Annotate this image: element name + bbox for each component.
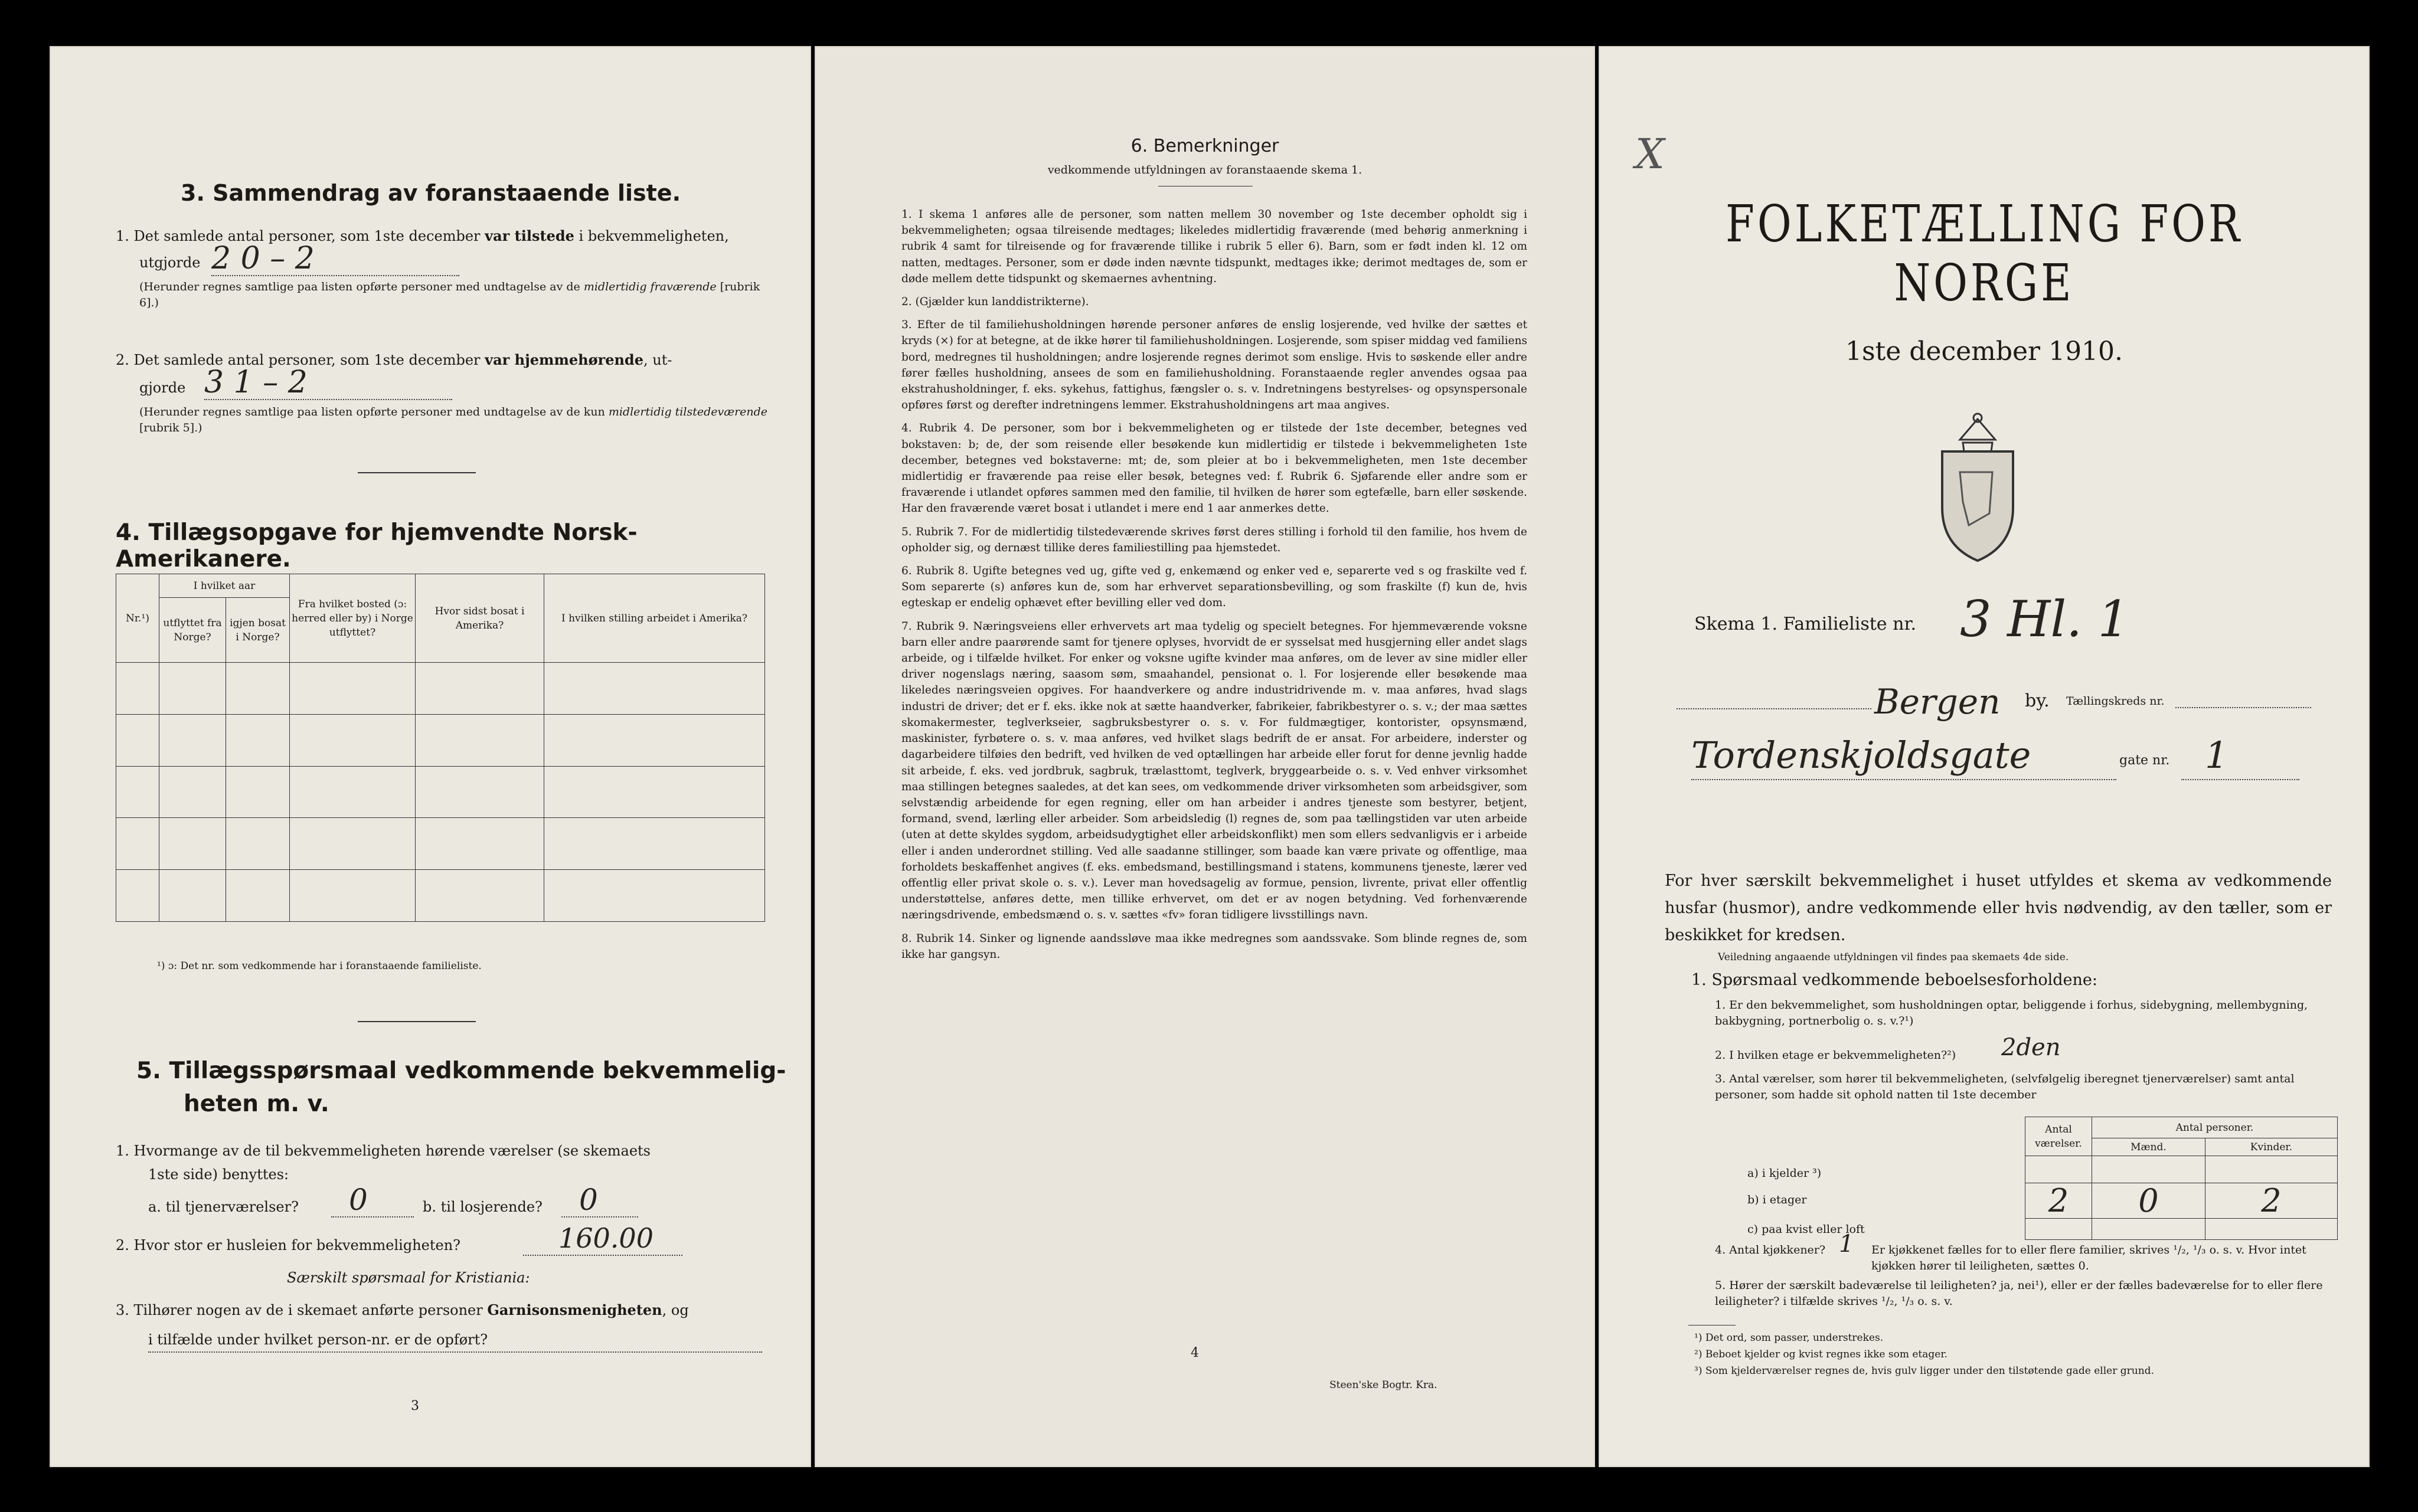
men-etager: 0: [2092, 1183, 2205, 1219]
divider: [358, 1021, 476, 1022]
sec5-q2-answer: 160.00: [523, 1222, 682, 1256]
by-label: by.: [2025, 690, 2050, 711]
remark-1: 1. I skema 1 anføres alle de personer, som natten mellem 30 november og 1ste december opholdt sig i bekvemmeligheten; ogsaa tilreisende medtages; likeledes midlertidig fraværende (med behørig anmerkning i rubrik 4 samt for tilreisende og for fraværende tillike i rubrik 5 eller 6). Barn, som er født inden kl. 12 om natten, medtages. Personer, som er døde inden nævnte tidspunkt, medtages ikke; derimot medtages de, som er døde mellem dette tidspunkt og skemaernes avhentning.: [901, 208, 1527, 285]
sec5-q1: 1. Hvormange av de til bekvemmeligheten hørende værelser (se skemaets: [116, 1143, 651, 1159]
sec4-footnote: ¹) ɔ: Det nr. som vedkommende har i foranstaaende familieliste.: [157, 960, 482, 972]
table-row: [116, 714, 765, 766]
skema-label: Skema 1. Familieliste nr.: [1694, 614, 1916, 634]
question-1: 1. Er den bekvemmelighet, som husholdningen optar, beliggende i forhus, sidebygning, mellembygning, bakbygning, portnerbolig o. s. v.?¹): [1715, 999, 2308, 1027]
familieliste-answer: 3 Hl. 1: [1960, 590, 2130, 648]
sec3-q1: 1. Det samlede antal personer, som 1ste december var tilstede i bekvemmeligheten,: [116, 227, 729, 244]
remark-8: 8. Rubrik 14. Sinker og lignende aandssløve maa ikke medregnes som aandssvake. Som blinde regnes de, som ikke har gangsyn.: [901, 932, 1527, 961]
by-dots: [1677, 708, 1871, 709]
table-row: [116, 663, 765, 715]
census-date: 1ste december 1910.: [1845, 336, 2123, 366]
table-row: [2025, 1183, 2338, 1219]
col-rooms: Antal værelser.: [2025, 1117, 2092, 1156]
sec3-q1-note: (Herunder regnes samtlige paa listen opførte personer med undtagelse av de midlertidig fraværende [rubrik 6].): [139, 280, 760, 309]
col-persons: Antal personer.: [2092, 1117, 2338, 1138]
row-a-label: a) i kjelder ³): [1747, 1167, 1822, 1180]
col-fra-bosted: Fra hvilket bosted (ɔ: herred eller by) i Norge utflyttet?: [290, 574, 416, 663]
sec5-special: Særskilt spørsmaal for Kristiania:: [287, 1269, 530, 1286]
coat-of-arms-icon: [1927, 407, 2028, 567]
table-row: [116, 818, 765, 870]
gate-label: gate nr.: [2119, 753, 2170, 768]
footnote-2: ²) Beboet kjelder og kvist regnes ikke som etager.: [1694, 1349, 1948, 1360]
printer-mark: Steen'ske Bogtr. Kra.: [1329, 1379, 1437, 1391]
divider: [1688, 1325, 1736, 1326]
sec3-q1-answer: 2 0 – 2: [211, 242, 459, 276]
remark-2: 2. (Gjælder kun landdistrikterne).: [901, 296, 1089, 309]
table-row: [2025, 1156, 2338, 1183]
kreds-label: Tællingskreds nr.: [2066, 695, 2165, 708]
sec5-q1-losj-answer: 0: [561, 1183, 638, 1218]
table-row: [116, 870, 765, 922]
sec5-q1-b: 1ste side) benyttes:: [148, 1166, 289, 1183]
rooms-table: [2025, 1117, 2338, 1240]
rooms-etager: 2: [2025, 1183, 2092, 1219]
corner-mark: X: [1635, 130, 1665, 178]
sec5-title-line1: 5. Tillægsspørsmaal vedkommende bekvemmelig-: [136, 1058, 786, 1084]
col-utflyttet: utflyttet fra Norge?: [159, 598, 226, 663]
page-three: [50, 46, 811, 1467]
kreds-dots: [2175, 707, 2311, 708]
sec3-title: 3. Sammendrag av foranstaaende liste.: [181, 180, 681, 206]
sec5-q3: 3. Tilhører nogen av de i skemaet anførte personer Garnisonsmenigheten, og: [116, 1301, 689, 1318]
question-4-rest: Er kjøkkenet fælles for to eller flere familier, skrives ¹/₂, ¹/₃ o. s. v. Hvor intet kjøkken hører til leiligheten, sættes 0.: [1871, 1243, 2306, 1272]
sec5-title-line2: heten m. v.: [184, 1091, 329, 1117]
sec5-q1-tjener: a. til tjenerværelser?: [148, 1199, 299, 1215]
page-number: 4: [1191, 1346, 1199, 1360]
page-four: [815, 46, 1595, 1467]
col-group-year: I hvilket aar: [159, 574, 290, 598]
remark-3: 3. Efter de til familiehusholdningen hørende personer anføres de enslig losjerende, ved hvilke der sættes et kryds (×) for at betegne, at de ikke hører til familiehusholdningen. Losjerende, som spiser middag ved familiens bord, medregnes til husholdningen; andre losjerende regnes derimot som enslige. Hvis to søskende eller andre fører fælles husholdning, ansees de som en familiehusholdning. Foranstaaende regler anvendes ogsaa paa ekstrahusholdninger, f. eks. sykehus, fattighus, fængsler o. s. v. Indretningens bestyrelses- og opsynspersonale opføres først og derefter indretningens lemmer. Ekstrahusholdningens art maa angives.: [901, 319, 1527, 412]
sec3-q1-utgjorde: utgjorde: [139, 254, 201, 271]
table-row: [116, 766, 765, 818]
remark-6: 6. Rubrik 8. Ugifte betegnes ved ug, gifte ved g, enkemænd og enker ved e, separerte ved s og fraskilte ved f. Som separerte (s) anføres kun de, som har erhvervet separationsbevilling, og som fraskilte (f) kun de, hvis egteskap er endelig ophævet efter bevilling eller ved dom.: [901, 565, 1527, 610]
women-etager: 2: [2205, 1183, 2337, 1219]
question-5: 5. Hører der særskilt badeværelse til leiligheten? ja, nei¹), eller er der fælles badeværelse for to eller flere leiligheter? i tilfælde skrives ¹/₂, ¹/₃ o. s. v.: [1715, 1279, 2323, 1308]
remarks-title: 6. Bemerkninger: [1130, 136, 1279, 156]
main-title: FOLKETÆLLING FOR NORGE: [1726, 195, 2243, 313]
sec3-q2-note: (Herunder regnes samtlige paa listen opførte personer med undtagelse av de kun midlertidig tilstedeværende [rubrik 5].): [139, 405, 768, 434]
row-b-label: b) i etager: [1747, 1193, 1807, 1206]
divider: [358, 472, 476, 473]
veiledning-note: Veiledning angaaende utfyldningen vil findes paa skemaets 4de side.: [1718, 951, 2069, 963]
questions-title: 1. Spørsmaal vedkommende beboelsesforholdene:: [1691, 971, 2097, 989]
remarks-subtitle: vedkommende utfyldningen av foranstaaende skema 1.: [1047, 163, 1362, 176]
question-4-answer: 1: [1839, 1230, 1854, 1258]
norsk-amerikaner-table: [116, 574, 765, 922]
col-stilling: I hvilken stilling arbeidet i Amerika?: [544, 574, 765, 663]
sec4-title: 4. Tillægsopgave for hjemvendte Norsk-Amerikanere.: [116, 519, 638, 572]
question-4: 4. Antal kjøkkener?: [1715, 1243, 1826, 1256]
sec3-q2: 2. Det samlede antal personer, som 1ste december var hjemmehørende, ut-: [116, 351, 672, 368]
remark-4: 4. Rubrik 4. De personer, som bor i bekvemmeligheten og er tilstede der 1ste december, betegnes ved bokstaven: b; de, der som reisende eller besøkende kun midlertidig er tilstede i bekvemmeligheten 1ste december, betegnes ved bokstaverne: mt; de, som pleier at bo i bekvemmeligheten, men 1ste december midlertidig er fraværende paa reise eller besøk, betegnes ved: f. Rubrik 6. Sjøfarende eller andre som er fraværende i utlandet opføres sammen med den familie, til hvilken de hører som egtefælle, barn eller søskende. Har den fraværende været bosat i utlandet i mere end 1 aar anmerkes dette.: [901, 422, 1527, 515]
by-answer: Bergen: [1874, 682, 2001, 722]
col-igjen: igjen bosat i Norge?: [226, 598, 290, 663]
remark-7: 7. Rubrik 9. Næringsveiens eller erhvervets art maa tydelig og specielt betegnes. For hjemmeværende voksne barn eller andre paarørende samt for tjenere oplyses, hvorvidt de er sysselsat med husgjerning eller andet slags arbeide, og i tilfælde hvilket. For enker og voksne ugifte kvinder maa anføres, om de lever av sine midler eller driver nogenslags næring, saasom søm, smaahandel, pensionat o. l. For losjerende eller besøkende maa likeledes næringsveien opgives. For haandverkere og andre industridrivende m. v. maa anføres, hvad slags industri de driver; det er f. eks. ikke nok at sætte haandverker, fabrikeier, fabrikbestyrer o. s. v.; der maa sættes skomakermester, teglverkseier, sagbruksbestyrer o. s. v. For fuldmægtiger, kontorister, opsynsmænd, maskinister, fyrbøtere o. s. v. maa anføres, ved hvilket slags bedrift de er ansat. For arbeidere, inderster og dagarbeidere tilføies den bedrift, ved hvilken de ved optællingen har arbeide eller forut for denne jevnlig hadde sit arbeide, f. eks. ved jordbruk, sagbruk, trælasttomt, teglverk, bryggearbeide o. s. v. Ved enhver virksomhet maa stillingen betegnes saaledes, at det kan sees, om vedkommende driver virksomheten som arbeidsgiver, som selvstændig arbeidende for egen regning, eller om han arbeider i andres tjeneste som bestyrer, betjent, formand, svend, lærling eller arbeider. Som arbeidsledig (l) regnes de, som paa tællingstiden var uten arbeide (uten at dette skyldes sygdom, arbeidsudygtighet eller arbeidskonflikt) men som ellers sedvanligvis er i arbeide eller i anden underordnet stilling. Ved alle saadanne stillinger, som baade kan være private og offentlige, maa forholdets beskaffenhet angives (f. eks. embedsmand, bestillingsmand i statens, kommunens tjeneste, lærer ved offentlig eller privat skole o. s. v.). Lever man hovedsagelig av formue, pension, livrente, privat eller offentlig understøttelse, anføres dette, men tillike erhvervet, om det er av nogen betydning. Ved forhenværende næringsdrivende, embedsmænd o. s. v. sættes «fv» foran tidligere livsstillings navn.: [901, 620, 1527, 922]
col-women: Kvinder.: [2205, 1138, 2337, 1156]
remarks-body: [901, 207, 1527, 970]
coat-of-arms: [1927, 407, 2028, 569]
footnote-1: ¹) Det ord, som passer, understrekes.: [1694, 1332, 1884, 1344]
intro-text: For hver særskilt bekvemmelighet i huset utfyldes et skema av vedkommende husfar (husmor), andre vedkommende eller hvis nødvendig, av den tæller, som er beskikket for kredsen.: [1665, 872, 2332, 944]
remark-5: 5. Rubrik 7. For de midlertidig tilstedeværende skrives først deres stilling i forhold til den familie, hos hvem de opholder sig, og dernæst tillike deres familiestilling paa hjemstedet.: [901, 525, 1527, 554]
page-number: 3: [411, 1399, 419, 1413]
page-one: [1599, 46, 2370, 1467]
row-c-label: c) paa kvist eller loft: [1747, 1223, 1865, 1236]
question-2-answer: 2den: [2001, 1034, 2061, 1061]
col-sidst-bosat: Hvor sidst bosat i Amerika?: [416, 574, 544, 663]
gate-nr-answer: 1: [2181, 732, 2299, 780]
sec3-q2-utgjorde: gjorde: [139, 379, 186, 396]
sec3-q2-answer: 3 1 – 2: [204, 366, 452, 400]
question-2: 2. I hvilken etage er bekvemmeligheten?²): [1715, 1049, 1956, 1062]
question-3: 3. Antal værelser, som hører til bekvemmeligheten, (selvfølgelig iberegnet tjenerværelser) samt antal personer, som hadde sit ophold natten til 1ste december: [1715, 1072, 2295, 1101]
table-row: [2025, 1219, 2338, 1240]
gate-answer: Tordenskjoldsgate: [1691, 732, 2116, 780]
sec5-q1-tjener-answer: 0: [331, 1183, 414, 1218]
footnote-3: ³) Som kjelderværelser regnes de, hvis gulv ligger under den tilstøtende gade eller grund.: [1694, 1365, 2154, 1377]
col-nr: Nr.¹): [116, 574, 159, 663]
sec5-q3-d: i tilfælde under hvilket person-nr. er de opført?: [148, 1328, 762, 1353]
col-men: Mænd.: [2092, 1138, 2205, 1156]
sec5-q1-losj: b. til losjerende?: [423, 1199, 543, 1215]
sec5-q2: 2. Hvor stor er husleien for bekvemmeligheten?: [116, 1237, 461, 1254]
